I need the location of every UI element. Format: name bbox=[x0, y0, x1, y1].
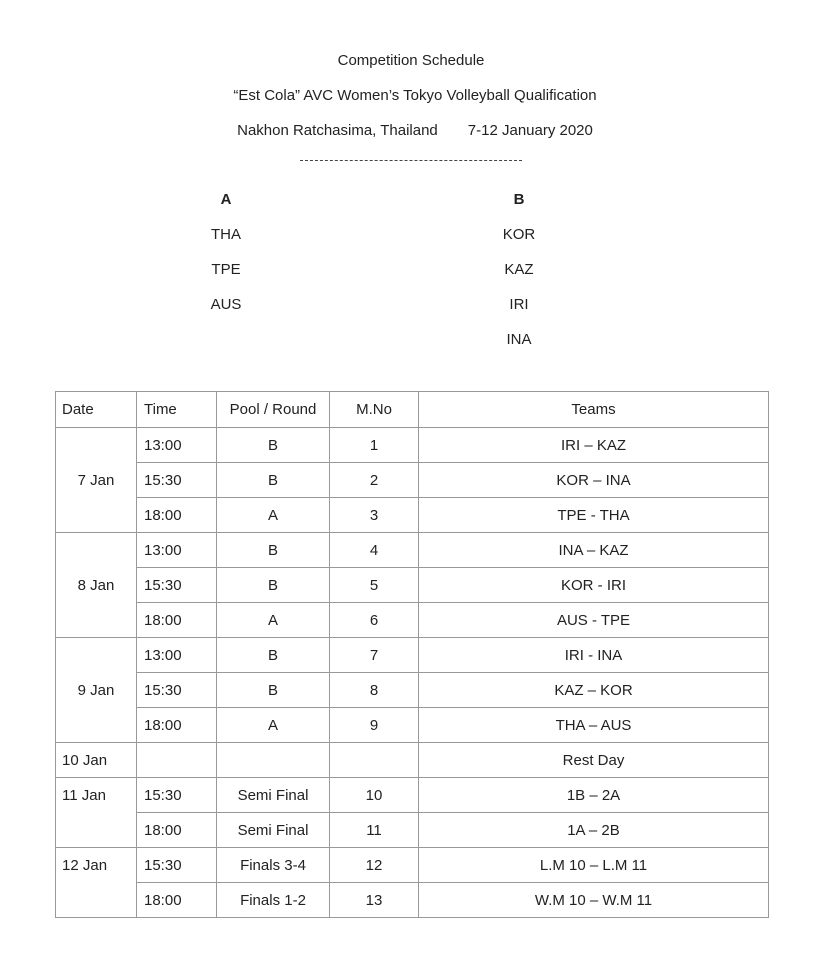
pool-cell bbox=[217, 743, 330, 778]
col-header-date: Date bbox=[56, 392, 137, 428]
teams-cell: L.M 10 – L.M 11 bbox=[419, 848, 769, 883]
event-dates: 7-12 January 2020 bbox=[467, 122, 593, 139]
table-row bbox=[56, 673, 769, 708]
match-number-cell bbox=[330, 743, 419, 778]
teams-cell: TPE - THA bbox=[419, 498, 769, 533]
time-cell: 15:30 bbox=[137, 463, 217, 498]
pool-cell: A bbox=[217, 708, 330, 743]
time-cell: 15:30 bbox=[137, 568, 217, 603]
pool-a-team: THA bbox=[211, 226, 241, 243]
pool-cell: B bbox=[217, 428, 330, 463]
pool-cell: Semi Final bbox=[217, 813, 330, 848]
schedule-table bbox=[55, 391, 769, 918]
col-header-teams: Teams bbox=[419, 392, 769, 428]
date-cell bbox=[56, 498, 137, 533]
pool-cell: B bbox=[217, 568, 330, 603]
pool-cell: A bbox=[217, 498, 330, 533]
match-number-cell: 1 bbox=[330, 428, 419, 463]
match-number-cell: 11 bbox=[330, 813, 419, 848]
divider bbox=[300, 160, 522, 161]
pool-b-team: KOR bbox=[502, 226, 536, 243]
pool-b-team: KAZ bbox=[504, 261, 534, 278]
time-cell: 13:00 bbox=[137, 533, 217, 568]
date-cell bbox=[56, 603, 137, 638]
match-number-cell: 9 bbox=[330, 708, 419, 743]
time-cell: 15:30 bbox=[137, 673, 217, 708]
table-row bbox=[56, 498, 769, 533]
teams-cell: KOR - IRI bbox=[419, 568, 769, 603]
pool-b-list bbox=[489, 191, 549, 366]
date-cell bbox=[56, 428, 137, 463]
date-cell: 7 Jan bbox=[56, 463, 137, 498]
time-cell bbox=[137, 743, 217, 778]
time-cell: 15:30 bbox=[137, 848, 217, 883]
date-cell: 12 Jan bbox=[56, 848, 137, 883]
pool-a-team: AUS bbox=[210, 296, 242, 313]
pool-b-team: INA bbox=[506, 331, 532, 348]
match-number-cell: 6 bbox=[330, 603, 419, 638]
time-cell: 13:00 bbox=[137, 428, 217, 463]
table-row bbox=[56, 568, 769, 603]
teams-cell: 1B – 2A bbox=[419, 778, 769, 813]
pool-cell: Semi Final bbox=[217, 778, 330, 813]
teams-cell: KOR – INA bbox=[419, 463, 769, 498]
pool-a-list bbox=[196, 191, 256, 331]
teams-cell: 1A – 2B bbox=[419, 813, 769, 848]
date-cell bbox=[56, 813, 137, 848]
pool-b-team: IRI bbox=[509, 296, 529, 313]
pool-b-heading: B bbox=[513, 191, 525, 208]
date-cell: 11 Jan bbox=[56, 778, 137, 813]
teams-cell: THA – AUS bbox=[419, 708, 769, 743]
teams-cell: IRI - INA bbox=[419, 638, 769, 673]
date-cell: 8 Jan bbox=[56, 568, 137, 603]
pool-a-heading: A bbox=[220, 191, 232, 208]
table-row bbox=[56, 603, 769, 638]
match-number-cell: 5 bbox=[330, 568, 419, 603]
date-cell bbox=[56, 708, 137, 743]
time-cell: 15:30 bbox=[137, 778, 217, 813]
table-row bbox=[56, 638, 769, 673]
match-number-cell: 12 bbox=[330, 848, 419, 883]
col-header-time: Time bbox=[137, 392, 217, 428]
teams-cell: Rest Day bbox=[419, 743, 769, 778]
time-cell: 18:00 bbox=[137, 708, 217, 743]
match-number-cell: 13 bbox=[330, 883, 419, 918]
teams-cell: INA – KAZ bbox=[419, 533, 769, 568]
teams-cell: W.M 10 – W.M 11 bbox=[419, 883, 769, 918]
table-header-row bbox=[56, 392, 769, 428]
pool-a-team: TPE bbox=[211, 261, 241, 278]
col-header-mno: M.No bbox=[330, 392, 419, 428]
venue-line bbox=[0, 122, 830, 139]
table-row bbox=[56, 743, 769, 778]
date-cell bbox=[56, 638, 137, 673]
pool-cell: Finals 3-4 bbox=[217, 848, 330, 883]
document-title: Competition Schedule bbox=[337, 52, 485, 69]
table-row bbox=[56, 813, 769, 848]
table-row bbox=[56, 533, 769, 568]
time-cell: 18:00 bbox=[137, 603, 217, 638]
match-number-cell: 3 bbox=[330, 498, 419, 533]
date-cell bbox=[56, 883, 137, 918]
pool-cell: B bbox=[217, 463, 330, 498]
venue: Nakhon Ratchasima, Thailand bbox=[237, 122, 438, 139]
table-row bbox=[56, 428, 769, 463]
pool-cell: B bbox=[217, 638, 330, 673]
date-cell: 9 Jan bbox=[56, 673, 137, 708]
match-number-cell: 10 bbox=[330, 778, 419, 813]
time-cell: 18:00 bbox=[137, 498, 217, 533]
pool-cell: A bbox=[217, 603, 330, 638]
time-cell: 13:00 bbox=[137, 638, 217, 673]
table-row bbox=[56, 463, 769, 498]
table-row bbox=[56, 848, 769, 883]
time-cell: 18:00 bbox=[137, 883, 217, 918]
pool-cell: Finals 1-2 bbox=[217, 883, 330, 918]
col-header-pool: Pool / Round bbox=[217, 392, 330, 428]
time-cell: 18:00 bbox=[137, 813, 217, 848]
date-cell bbox=[56, 533, 137, 568]
table-row bbox=[56, 708, 769, 743]
table-row bbox=[56, 883, 769, 918]
match-number-cell: 2 bbox=[330, 463, 419, 498]
pool-cell: B bbox=[217, 673, 330, 708]
pool-cell: B bbox=[217, 533, 330, 568]
event-name: “Est Cola” AVC Women’s Tokyo Volleyball Qualification bbox=[233, 87, 597, 104]
teams-cell: IRI – KAZ bbox=[419, 428, 769, 463]
match-number-cell: 8 bbox=[330, 673, 419, 708]
match-number-cell: 7 bbox=[330, 638, 419, 673]
table-row bbox=[56, 778, 769, 813]
match-number-cell: 4 bbox=[330, 533, 419, 568]
date-cell: 10 Jan bbox=[56, 743, 137, 778]
teams-cell: AUS - TPE bbox=[419, 603, 769, 638]
teams-cell: KAZ – KOR bbox=[419, 673, 769, 708]
